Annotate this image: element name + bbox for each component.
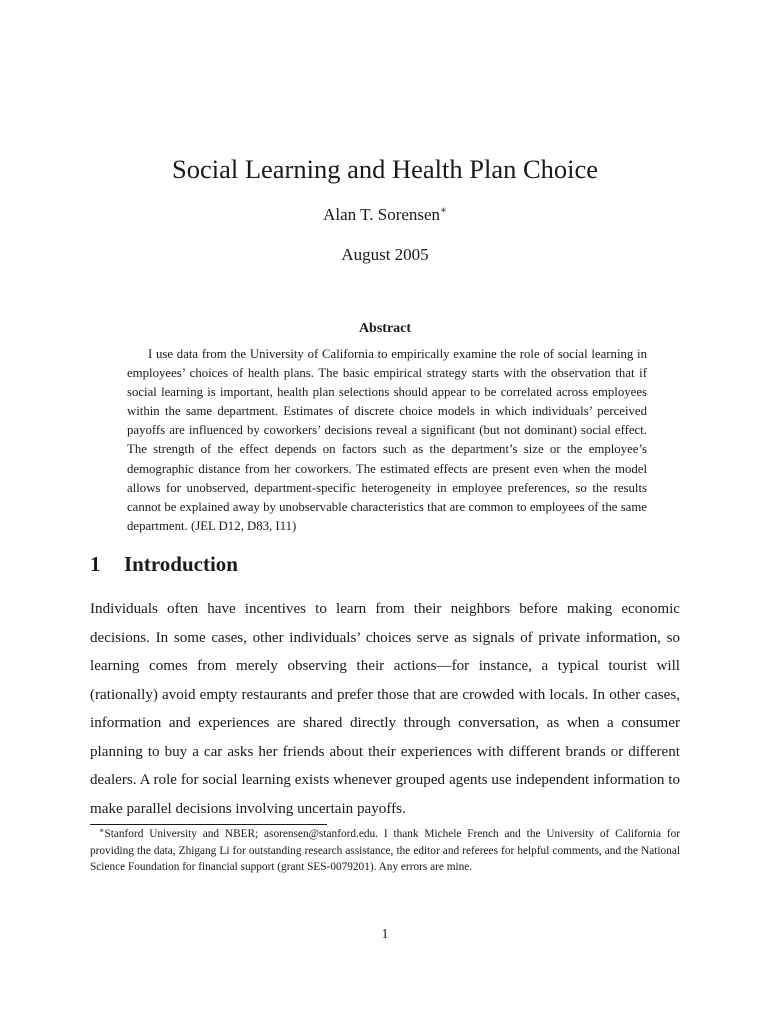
footnote — [90, 826, 680, 876]
author-footnote-mark: ∗ — [440, 205, 447, 216]
page-number: 1 — [381, 927, 389, 942]
abstract-text: I use data from the University of California to empirically examine the role of social learning in employees’ choices of health plans. The basic empirical strategy starts with the observation that if social learning is important, health plan selections should appear to be correlated across employees within the same department. Estimates of discrete choice models in which individuals’ perceived payoffs are influenced by coworkers’ decisions reveal a significant (but not dominant) social effect. The strength of the effect depends on factors such as the department’s size or the employee’s demographic distance from her coworkers. The estimated effects are present even when the model allows for unobserved, department-specific heterogeneity in employee preferences, so the results cannot be explained away by unobservable characteristics that are common to employees of the same department. (JEL D12, D83, I11) — [127, 347, 647, 533]
footnote-text: Stanford University and NBER; asorensen@stanford.edu. I thank Michele French and the University of California for providing the data, Zhigang Li for outstanding research assistance, the editor and referees for helpful comments, and the National Science Foundation for financial support (grant SES-0079201). Any errors are mine. — [90, 828, 680, 873]
abstract-heading: Abstract — [358, 321, 412, 336]
section-number: 1 — [90, 552, 101, 576]
author-line — [0, 203, 770, 227]
author-name: Alan T. Sorensen — [323, 205, 441, 224]
footnote-mark: ∗ — [99, 826, 105, 835]
paper-date: August 2005 — [341, 245, 429, 264]
footnote-divider — [90, 824, 327, 825]
introduction-paragraph: Individuals often have incentives to learn from their neighbors before making economic decisions. In some cases, other individuals’ choices serve as signals of private information, so learning comes from merely observing their actions—for instance, a typical tourist will (rationally) avoid empty restaurants and prefer those that are crowded with locals. In other cases, information and experiences are shared directly through conversation, as when a consumer planning to buy a car asks her friends about their experiences with different brands or different dealers. A role for social learning exists whenever grouped agents use independent information to make parallel decisions involving uncertain payoffs. — [90, 601, 680, 817]
paper-title: Social Learning and Health Plan Choice — [171, 154, 599, 184]
section-heading — [90, 549, 238, 579]
section-title: Introduction — [124, 552, 238, 576]
